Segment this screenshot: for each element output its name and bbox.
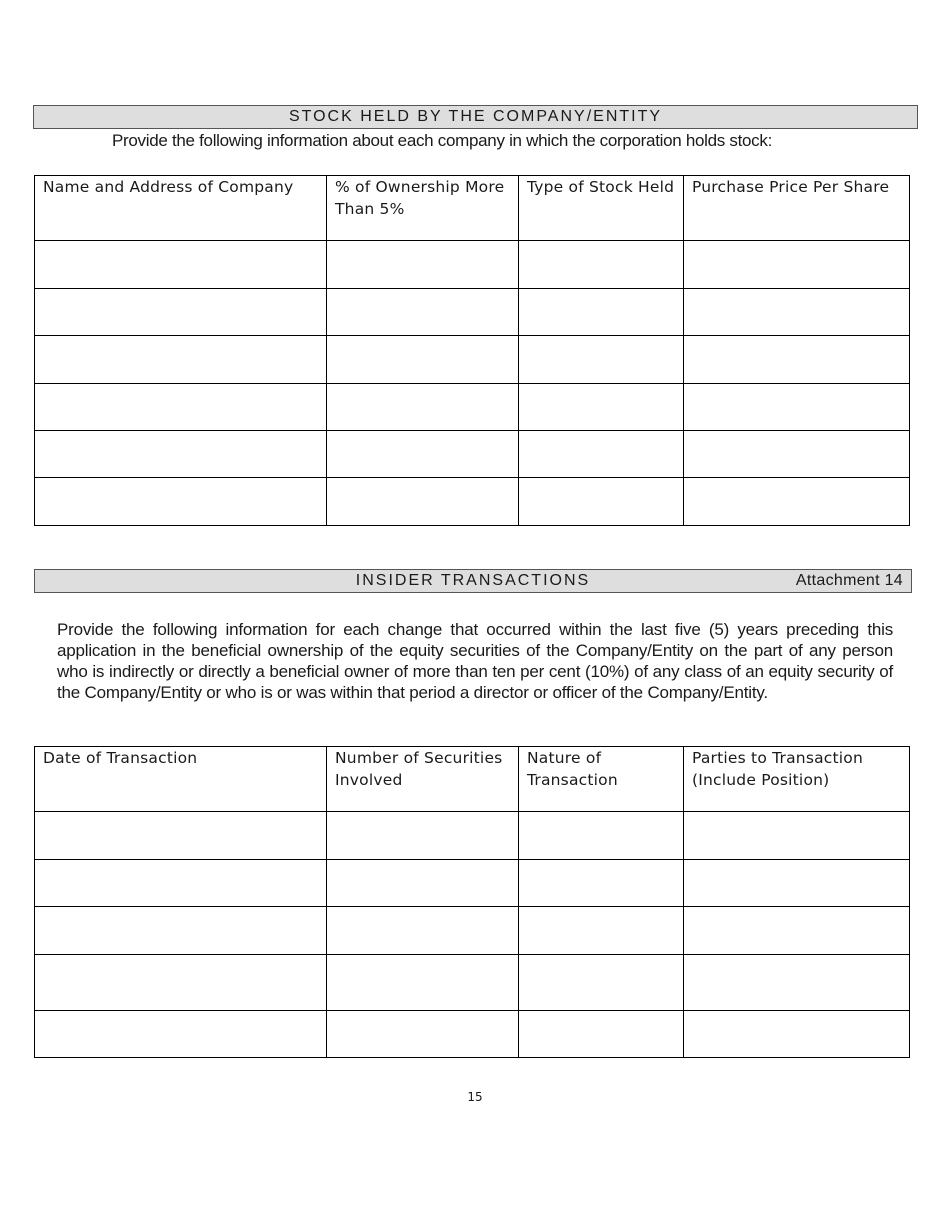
- table-row: [35, 384, 910, 431]
- column-header-stock-type: Type of Stock Held: [519, 176, 684, 241]
- table-row: [35, 1011, 910, 1058]
- insider-section-paragraph: Provide the following information for each change that occurred within the last five (5) years preceding this application in the beneficial ownership of the equity securities of the Company/Entity on the part of any person who is indirectly or directly a beneficial owner of more than ten per cent (10%) of any class of an equity security of the Company/Entity or who is or was within that period a director or officer of the Company/Entity.: [57, 620, 893, 702]
- insider-cell-date[interactable]: [35, 907, 327, 955]
- table-row: [35, 478, 910, 526]
- stock-cell-type[interactable]: [519, 431, 684, 478]
- insider-cell-securities[interactable]: [327, 812, 519, 860]
- insider-cell-date[interactable]: [35, 812, 327, 860]
- insider-cell-securities[interactable]: [327, 955, 519, 1011]
- stock-table: [34, 175, 910, 526]
- stock-section-title: STOCK HELD BY THE COMPANY/ENTITY: [288, 108, 663, 125]
- page-number: 15: [467, 1090, 483, 1104]
- table-row: [35, 955, 910, 1011]
- column-header-date: Date of Transaction: [35, 747, 327, 812]
- stock-section-banner: [33, 105, 918, 129]
- insider-cell-parties[interactable]: [684, 860, 910, 907]
- stock-cell-ownership[interactable]: [327, 241, 519, 289]
- insider-cell-nature[interactable]: [519, 907, 684, 955]
- table-row: [35, 907, 910, 955]
- insider-cell-date[interactable]: [35, 1011, 327, 1058]
- stock-cell-ownership[interactable]: [327, 336, 519, 384]
- stock-cell-price[interactable]: [684, 289, 910, 336]
- stock-cell-ownership[interactable]: [327, 478, 519, 526]
- stock-cell-price[interactable]: [684, 336, 910, 384]
- insider-section-banner: [34, 569, 912, 593]
- stock-cell-price[interactable]: [684, 384, 910, 431]
- stock-cell-type[interactable]: [519, 336, 684, 384]
- stock-cell-price[interactable]: [684, 241, 910, 289]
- attachment-label: Attachment 14: [795, 572, 903, 589]
- stock-cell-company[interactable]: [35, 336, 327, 384]
- column-header-company: Name and Address of Company: [35, 176, 327, 241]
- stock-cell-company[interactable]: [35, 289, 327, 336]
- insider-cell-nature[interactable]: [519, 860, 684, 907]
- insider-cell-nature[interactable]: [519, 1011, 684, 1058]
- column-header-nature: Nature of Transaction: [519, 747, 684, 812]
- insider-cell-securities[interactable]: [327, 1011, 519, 1058]
- stock-cell-type[interactable]: [519, 384, 684, 431]
- stock-cell-company[interactable]: [35, 241, 327, 289]
- insider-table-header: [35, 747, 910, 812]
- stock-cell-type[interactable]: [519, 289, 684, 336]
- insider-cell-securities[interactable]: [327, 907, 519, 955]
- table-row: [35, 241, 910, 289]
- insider-cell-nature[interactable]: [519, 955, 684, 1011]
- stock-cell-ownership[interactable]: [327, 431, 519, 478]
- insider-cell-parties[interactable]: [684, 907, 910, 955]
- stock-cell-company[interactable]: [35, 431, 327, 478]
- insider-cell-parties[interactable]: [684, 812, 910, 860]
- column-header-parties: Parties to Transaction (Include Position): [684, 747, 910, 812]
- stock-cell-company[interactable]: [35, 384, 327, 431]
- insider-cell-securities[interactable]: [327, 860, 519, 907]
- insider-section-title: INSIDER TRANSACTIONS: [355, 572, 591, 589]
- insider-table: [34, 746, 910, 1058]
- insider-cell-parties[interactable]: [684, 1011, 910, 1058]
- stock-table-header: [35, 176, 910, 241]
- table-row: [35, 812, 910, 860]
- table-row: [35, 289, 910, 336]
- stock-cell-ownership[interactable]: [327, 384, 519, 431]
- table-row: [35, 860, 910, 907]
- column-header-price: Purchase Price Per Share: [684, 176, 910, 241]
- column-header-securities: Number of Securities Involved: [327, 747, 519, 812]
- insider-cell-date[interactable]: [35, 955, 327, 1011]
- stock-cell-company[interactable]: [35, 478, 327, 526]
- column-header-ownership: % of Ownership More Than 5%: [327, 176, 519, 241]
- insider-cell-nature[interactable]: [519, 812, 684, 860]
- table-row: [35, 431, 910, 478]
- stock-cell-ownership[interactable]: [327, 289, 519, 336]
- stock-cell-price[interactable]: [684, 478, 910, 526]
- stock-cell-price[interactable]: [684, 431, 910, 478]
- stock-cell-type[interactable]: [519, 241, 684, 289]
- insider-cell-date[interactable]: [35, 860, 327, 907]
- insider-cell-parties[interactable]: [684, 955, 910, 1011]
- table-row: [35, 336, 910, 384]
- stock-section-intro: Provide the following information about each company in which the corporation holds stock:: [112, 131, 772, 150]
- stock-cell-type[interactable]: [519, 478, 684, 526]
